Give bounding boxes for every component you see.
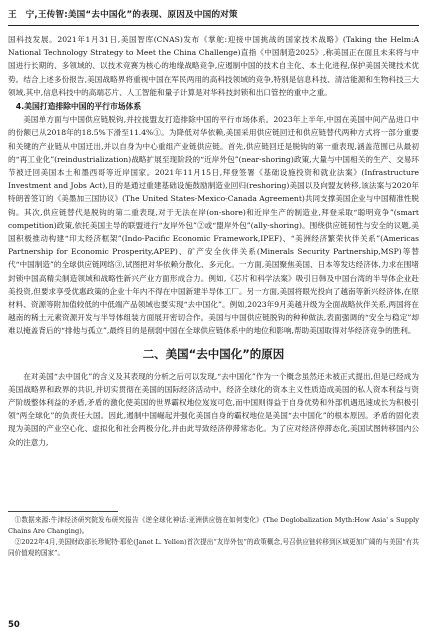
page-number: 50 [8,620,20,630]
paragraph-continued: 国科技发展。2021年1月31日,美国智库(CNAS)发布《掌舵:迎接中国挑战的国家技术战略》(Taking the Helm:A National Technology Strategy to Meet the China Challenge)直指《中国制造2025》,称美国正在面且未来将与中国进行长期的、多领域的、以技术竞赛为核心的地缘战略竞争,应遏制中国的技术自主化、本土化进程,保护美国关键技术优势。结合上述多份报告,美国战略界将重视中国在军民两用的高科技领域的竞争,特别是信息科技、清洁能源和生物科技三大领域,其中,信息科技中的高端芯片、人工智能和量子计算是对华科技封锁和出口管控的重中之重。 [8,35,419,97]
header-divider [8,25,419,26]
footnote-divider [8,511,118,512]
running-header: 王 宁,王传智:美国“去中国化”的表现、原因及中国的对策 [8,10,238,20]
footnote-2: ②2022年4月,美国财政部长珍妮特·耶伦(Janet L. Yellen)首次提出“友岸外包”的政策概念,号召供应链转移到区域更加广阔的与美国“有共同价值观的国家”。 [8,538,419,557]
footnote-1: ①数据来源:牛津经济研究院发布研究报告《逆全球化神话:亚洲供应链在如何变化》(The Deglobalization Myth:How Asia' s Supply Chains Are Changing)。 [8,516,419,535]
paragraph-parallel-market: 美国单方面与中国供应链脱钩,并拉拢盟友打造排除中国的平行市场体系。2023年上半年,中国在美国中间产品进口中的份额已从2018年的18.5%下滑至11.4%①。为降低对华依赖,美国采用供应链回迁和供应链替代两种方式将一部分重要和关键的产业链从中国迁出,并以自身为中心重组产业链供应链。首先,供应链回迁是脱钩的第一重表现,涵盖范围已从最初的“再工业化”(reindustrialization)战略扩展至现阶段的“近岸外包”(near-shoring)政策,大量与中国相关的生产、交易环节被迁回美国本土和墨西哥等近岸国家。2021年11月15日,拜登签署《基础设施投资和就业法案》(Infrastructure Investment and Jobs Act),目的是通过重建基础设施鼓励制造业回归(reshoring)美国以及向盟友转移,该法案与2020年特朗普签订的《美墨加三国协议》(The United States-Mexico-Canada Agreement)共同支撑美国企业与中国精准性脱钩。其次,供应链替代是脱钩的第二重表现,对于无法在岸(on-shore)和近岸生产的制造业,拜登采取“聪明竞争”(smart competition)政策,依托美国主导的联盟进行“友岸外包”②或“盟岸外包”(ally-shoring)。围绕供应链韧性与安全的议题,美国积极推动构建“印太经济框架”(Indo-Pacific Economic Framework,IPEF)、“美洲经济繁荣伙伴关系”(Americas Partnership for Economic Prosperity,APEP)、矿产安全伙伴关系(Minerals Security Partnership,MSP)等替代“中国制造”的全球供应链网络③,试图把对华依赖分散化、多元化。一方面,美国聚焦美国、日本等发达经济体,力求在围堵封锁中国高精尖制造领域和战略性新兴产业方面形成合力。例如,《芯片和科学法案》吸引日韩及中国台湾的半导体企业赴美投资,但要求享受优惠政策的企业十年内不得在中国新建半导体工厂。另一方面,美国将眼光投向了越南等新兴经济体,在原材料、资源等附加值较低的中低端产品领域也要实现“去中国化”。例如,2023年9月美越升级为全面战略伙伴关系,两国将在越南的稀土元素资源开发与半导体组装方面展开密切合作。美国与中国供应链脱钩的种种做法,表面强调的“安全与稳定”却难以掩盖背后的“排他与孤立”,最终目的是削弱中国在全球供应链体系中的地位和影响,帮助美国取得对华经济竞争的胜利。 [8,115,419,336]
section-heading-causes: 二、美国“去中国化”的原因 [142,346,285,361]
article-body [8,33,419,449]
footnotes [8,515,419,559]
section-heading-4: 4.美国打造排除中国的平行市场体系 [15,102,142,112]
paragraph-causes: 在对美国“去中国化”的含义及其表现的分析之后可以发现,“去中国化”作为一个概念虽然还未被正式提出,但是已经成为美国战略界和政界的共识,并切实贯彻在美国的国际经济活动中。经济全球化的资本主义性质造成美国的私人资本利益与资产阶级整体利益的矛盾,矛盾的激化使美国的世界霸权地位岌岌可危,而中国则得益于自身优势和外部机遇迅速成长为积极引领“两全球化”的负责任大国。因此,遏制中国崛起并强化美国自身的霸权地位是美国“去中国化”的根本原因。矛盾的固化表现为美国的产业空心化、虚拟化和社会两极分化,并由此导致经济停滞常态化。为了应对经济停滞态化,美国试图转移国内公众的注意力, [8,371,419,447]
